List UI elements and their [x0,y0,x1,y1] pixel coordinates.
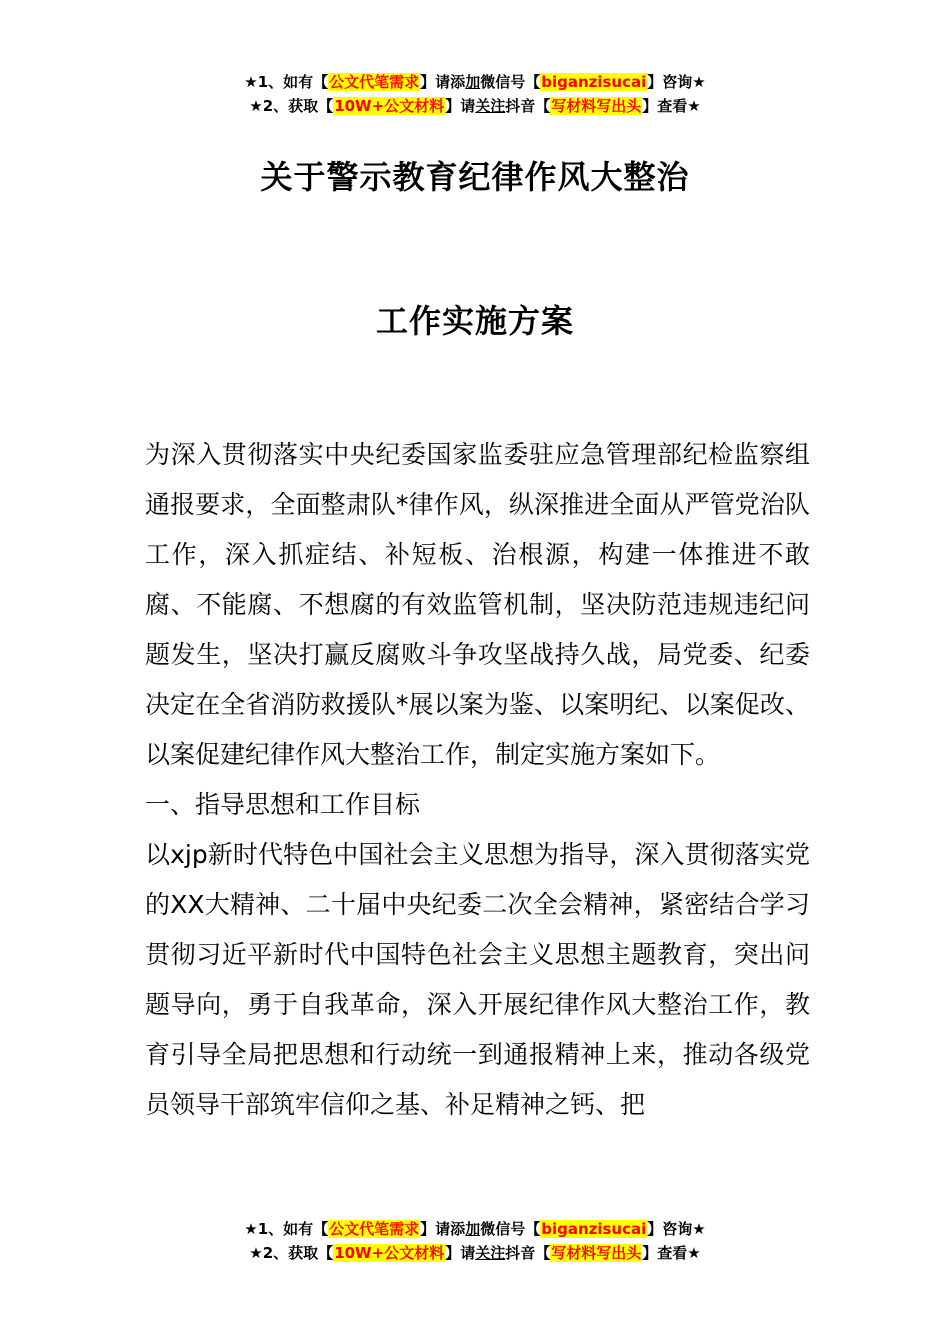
banner-text: 】请 [445,1244,476,1262]
banner-text: ★2、获取【 [249,1244,334,1262]
intro-paragraph: 为深入贯彻落实中央纪委国家监委驻应急管理部纪检监察组通报要求，全面整肃队*律作风，纵深推进全面从严管党治队工作，深入抓症结、补短板、治根源，构建一体推进不敢腐、不能腐、不想腐的有效监管机制，坚决防范违规违纪问题发生，坚决打赢反腐败斗争攻坚战持久战，局党委、纪委决定在全省消防救援队*展以案为鉴、以案明纪、以案促改、以案促建纪律作风大整治工作，制定实施方案如下。 [145,440,810,769]
banner-text: 】请添 [420,73,466,91]
document-title-line-1: 关于警示教育纪律作风大整治 [260,158,690,196]
banner-text-underlined: 加 [465,1220,481,1238]
highlight-materials: 10W+公文材料 [334,1244,445,1262]
banner-text: 】查看★ [642,97,701,115]
banner-line-2 [0,1241,950,1265]
document-body [145,430,810,1130]
banner-text: 抖音【 [505,97,551,115]
banner-text: 】咨询★ [647,1220,706,1238]
banner-text-underlined: 加 [465,73,481,91]
banner-text: ★2、获取【 [249,97,334,115]
highlight-wechat-id: biganzisucai [541,1220,647,1238]
header-banner [0,70,950,118]
banner-text: 抖音【 [505,1244,551,1262]
banner-text: 】咨询★ [647,73,706,91]
highlight-service: 公文代笔需求 [329,73,420,91]
footer-banner [0,1217,950,1265]
highlight-service: 公文代笔需求 [329,1220,420,1238]
banner-line-2 [0,94,950,118]
highlight-wechat-id: biganzisucai [541,73,647,91]
banner-text: 】请 [445,97,476,115]
banner-text: 】查看★ [642,1244,701,1262]
banner-text: 微信号【 [480,1220,541,1238]
banner-text-underlined: 关注 [475,97,506,115]
highlight-douyin: 写材料写出头 [551,97,642,115]
highlight-douyin: 写材料写出头 [551,1244,642,1262]
section-heading: 一、指导思想和工作目标 [145,790,421,819]
banner-line-1 [0,70,950,94]
banner-text: 微信号【 [480,73,541,91]
section-paragraph: 以xjp新时代特色中国社会主义思想为指导，深入贯彻落实党的XX大精神、二十届中央纪委二次全会精神，紧密结合学习贯彻习近平新时代中国特色社会主义思想主题教育，突出问题导向，勇于自我革命，深入开展纪律作风大整治工作，教育引导全局把思想和行动统一到通报精神上来，推动各级党员领导干部筑牢信仰之基、补足精神之钙、把 [145,840,810,1119]
banner-text: ★1、如有【 [244,1220,329,1238]
banner-line-1 [0,1217,950,1241]
banner-text: ★1、如有【 [244,73,329,91]
banner-text-underlined: 关注 [475,1244,506,1262]
highlight-materials: 10W+公文材料 [334,97,445,115]
document-title-line-2: 工作实施方案 [375,302,574,340]
banner-text: 】请添 [420,1220,466,1238]
